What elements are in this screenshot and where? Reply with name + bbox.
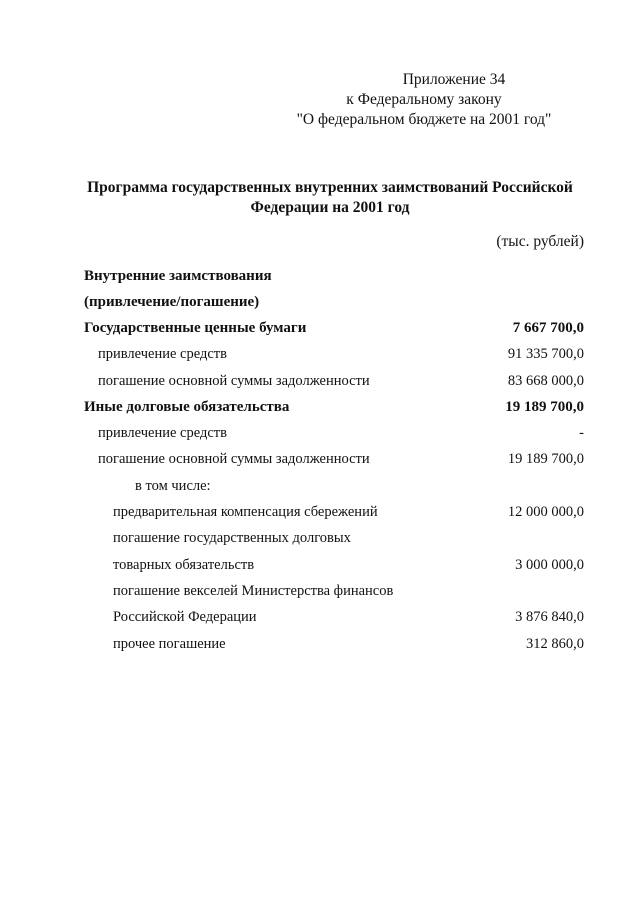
row-label: погашение государственных долговых	[113, 530, 351, 547]
row-label: в том числе:	[135, 477, 211, 494]
row-label: погашение основной суммы задолженности	[98, 451, 370, 468]
table-row	[0, 449, 640, 475]
row-label: привлечение средств	[98, 425, 227, 442]
table-row	[0, 555, 640, 581]
annex-law-title: "О федеральном бюджете на 2001 год"	[296, 111, 552, 128]
row-value: 12 000 000,0	[507, 504, 584, 521]
row-value: 83 668 000,0	[507, 372, 584, 389]
table-row	[0, 528, 640, 554]
table-row	[0, 607, 640, 633]
document-title-line-2: Федерации на 2001 год	[250, 199, 410, 216]
row-value: 312 860,0	[526, 635, 584, 652]
annex-law-reference: к Федеральному закону	[346, 91, 502, 108]
table-row	[0, 344, 640, 370]
document-title-line-1: Программа государственных внутренних заимствований Российской	[87, 179, 573, 196]
row-value: 3 876 840,0	[515, 609, 584, 626]
table-row	[0, 397, 640, 423]
section-heading-line-2: (привлечение/погашение)	[84, 294, 260, 310]
row-value: 19 189 700,0	[505, 398, 584, 415]
row-value: 91 335 700,0	[507, 346, 584, 363]
section-heading-line-1: Внутренние заимствования	[84, 268, 272, 284]
row-value: 7 667 700,0	[512, 320, 584, 336]
row-label: погашение векселей Министерства финансов	[113, 582, 394, 599]
table-row	[0, 581, 640, 607]
borrowing-table	[0, 318, 640, 660]
annex-number: Приложение 34	[402, 71, 506, 88]
table-row	[0, 318, 640, 344]
units-label: (тыс. рублей)	[496, 233, 584, 250]
row-label: товарных обязательств	[113, 556, 255, 573]
row-label: прочее погашение	[113, 635, 226, 652]
row-value: 19 189 700,0	[507, 451, 584, 468]
annex-reference	[264, 70, 584, 130]
table-row	[0, 476, 640, 502]
row-value: 3 000 000,0	[515, 556, 584, 573]
table-row	[0, 502, 640, 528]
row-label: Иные долговые обязательства	[84, 398, 290, 415]
row-label: погашение основной суммы задолженности	[98, 372, 370, 389]
row-label: Государственные ценные бумаги	[84, 320, 307, 336]
row-label: привлечение средств	[98, 346, 227, 363]
document-title	[70, 178, 590, 218]
row-value: -	[579, 425, 584, 442]
row-label: Российской Федерации	[113, 609, 257, 626]
table-row	[0, 371, 640, 397]
row-label: предварительная компенсация сбережений	[113, 504, 378, 521]
table-row	[0, 634, 640, 660]
table-row	[0, 423, 640, 449]
